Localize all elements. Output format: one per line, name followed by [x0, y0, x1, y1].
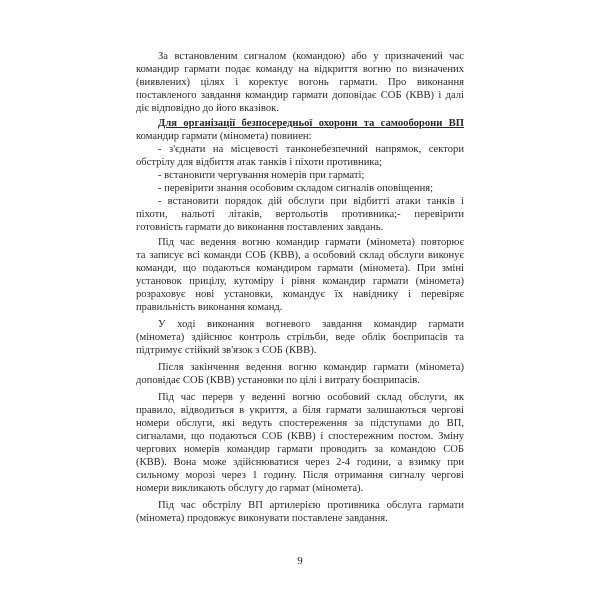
text-line: чергових номерів командир гармати проводить за командою СОБ [136, 444, 464, 455]
text-line: номери викликають обслугу до гармат (міномета). [136, 483, 364, 494]
text-line: (міномета) здійснює контроль стрільби, веде облік боєприпасів та [136, 332, 464, 343]
text-line: поставленого завдання командир гармати доповідає СОБ (КВВ) і далі [136, 90, 464, 101]
text-line: (КВВ). Вона може здійснюватися через 2-4 години, а взимку при [136, 457, 464, 468]
text-line: підтримує стійкий зв'язок з СОБ (КВВ). [136, 345, 317, 356]
text-line: (міномета) продовжує виконувати поставлене завдання. [136, 513, 388, 524]
text-line: командир гармати (міномета) повинен: [136, 131, 312, 142]
text-line: За встановленим сигналом (командою) або у призначений час [158, 51, 464, 62]
text-line: сильному морозі через 1 годину. Після отримання сигналу чергові [136, 470, 464, 481]
text-line: командир гармати подає команду на відкриття вогню по визначених [136, 64, 464, 75]
text-line: команди, що подаються командиром гармати (міномета). При зміні [136, 263, 464, 274]
list-item: - встановити чергування номерів при гарматі; [158, 170, 365, 181]
text-line: діє відповідно до його вказівок. [136, 103, 279, 114]
text-line: готовність гармати до виконання поставлених завдань. [136, 222, 384, 233]
text-line: правило, відводиться в укриття, а біля гармати залишаються чергові [136, 405, 464, 416]
section-heading: Для організації безпосередньої охорони та самооборони ВП [158, 118, 464, 129]
text-line: номери обслуги, які ведуть спостереження за підступами до ВП, [136, 418, 464, 429]
text-line: сигналами, що подаються СОБ (КВВ) і спостережним постом. Зміну [136, 431, 464, 442]
text-line: установок прицілу, кутоміру і рівня командир гармати (міномета) [136, 276, 464, 287]
text-line: У ході виконання вогневого завдання командир гармати [158, 319, 464, 330]
text-line: Під час перерв у веденні вогню особовий склад обслуги, як [158, 392, 464, 403]
text-line: обстрілу для відбиття атак танків і піхоти противника; [136, 157, 383, 168]
text-line: (виявлених) цілях і коректує вогонь гармати. Про виконання [136, 77, 464, 88]
page-number: 9 [297, 555, 303, 567]
list-item: - встановити порядок дій обслуги при відбитті атаки танків і [158, 196, 464, 207]
text-line: Після закінчення ведення вогню командир гармати (міномета) [158, 362, 464, 373]
text-line: правильність виконання команд. [136, 302, 283, 313]
text-line: розраховує нові установки, командує їх навіднику і перевіряє [136, 289, 464, 300]
text-line: Під час обстрілу ВП артилерією противника обслуга гармати [158, 500, 464, 511]
list-item: - перевірити знання особовим складом сигналів оповіщення; [158, 183, 434, 194]
text-line: доповідає СОБ (КВВ) установки по цілі і витрату боєприпасів. [136, 375, 420, 386]
list-item: - з'єднати на місцевості танконебезпечний напрямок, сектори [158, 144, 464, 155]
text-line: піхоти, нальоті літаків, вертольотів противника;- перевірити [136, 209, 464, 220]
paragraph-lead: Під час ведення вогню командир гармати (міномета) повторює [158, 237, 464, 248]
text-line: та записує всі команди СОБ (КВВ), а особовий склад обслуги виконує [136, 250, 464, 261]
